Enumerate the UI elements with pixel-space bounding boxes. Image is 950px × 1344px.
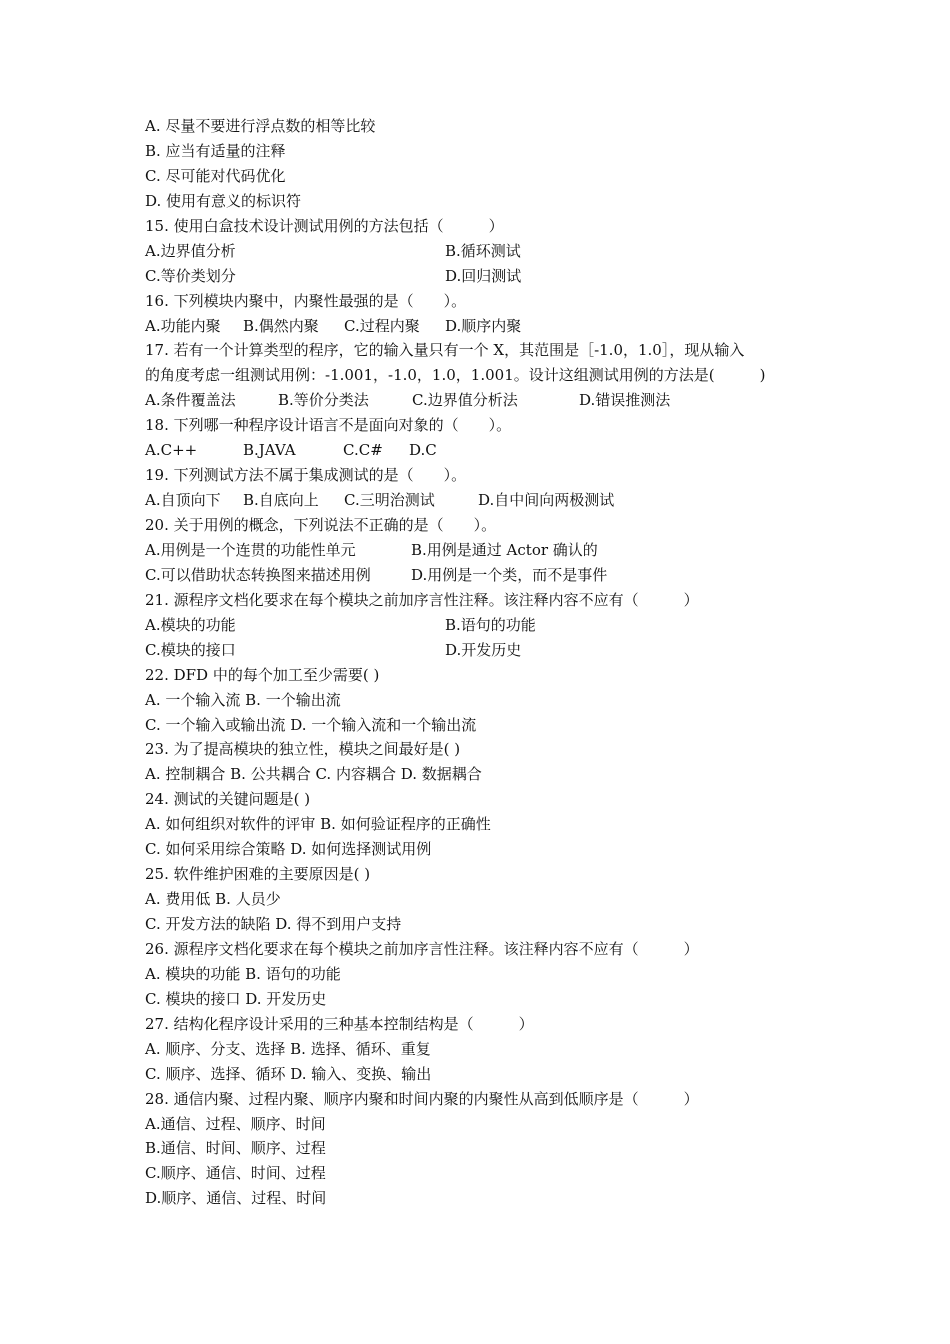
question-list <box>145 114 825 1211</box>
option: D.错误推测法 <box>579 391 671 410</box>
option: C.C# <box>343 441 383 460</box>
option: D.自中间向两极测试 <box>478 491 615 510</box>
question-15: 15. 使用白盒技术设计测试用例的方法包括（ ） <box>145 216 504 235</box>
question-24: 24. 测试的关键问题是( ) <box>145 790 311 809</box>
option-line: A. 模块的功能 B. 语句的功能 <box>145 964 341 983</box>
option: A.边界值分析 <box>145 241 236 260</box>
option-row <box>145 638 825 663</box>
option: B.语句的功能 <box>445 615 536 634</box>
option: D.回归测试 <box>445 266 522 285</box>
question-17: 17. 若有一个计算类型的程序，它的输入量只有一个 X，其范围是［-1.0，1.0］，现从输入 <box>145 341 745 360</box>
question-23: 23. 为了提高模块的独立性，模块之间最好是( ) <box>145 740 461 759</box>
question-16: 16. 下列模块内聚中，内聚性最强的是（ ）。 <box>145 291 467 310</box>
question-22: 22. DFD 中的每个加工至少需要( ) <box>145 665 380 684</box>
option-line: A. 一个输入流 B. 一个输出流 <box>145 690 341 709</box>
option: C.可以借助状态转换图来描述用例 <box>145 565 371 584</box>
option-line: A.通信、过程、顺序、时间 <box>145 1114 326 1133</box>
option-row <box>145 314 825 339</box>
question-20: 20. 关于用例的概念，下列说法不正确的是（ ）。 <box>145 516 497 534</box>
option: D.用例是一个类，而不是事件 <box>411 565 608 584</box>
option-line: C.顺序、通信、时间、过程 <box>145 1164 326 1183</box>
option-line: A. 控制耦合 B. 公共耦合 C. 内容耦合 D. 数据耦合 <box>145 765 482 784</box>
option-row <box>145 264 825 289</box>
option: A.用例是一个连贯的功能性单元 <box>145 540 356 559</box>
option-row <box>145 613 825 638</box>
option: C.过程内聚 <box>344 316 420 335</box>
option: A.条件覆盖法 <box>145 391 236 410</box>
option: C.三明治测试 <box>344 491 435 510</box>
question-27: 27. 结构化程序设计采用的三种基本控制结构是（ ） <box>145 1014 534 1033</box>
option-line: D. 使用有意义的标识符 <box>145 191 302 210</box>
option-row <box>145 563 825 588</box>
option-line: C. 顺序、选择、循环 D. 输入、变换、输出 <box>145 1064 432 1083</box>
option: A.模块的功能 <box>145 615 236 634</box>
question-25: 25. 软件维护困难的主要原因是( ) <box>145 865 371 884</box>
option: B.自底向上 <box>243 491 319 510</box>
option: C.模块的接口 <box>145 640 236 659</box>
option-line: C. 尽可能对代码优化 <box>145 166 286 185</box>
option-row <box>145 388 825 413</box>
question-19: 19. 下列测试方法不属于集成测试的是（ ）。 <box>145 466 467 485</box>
question-21: 21. 源程序文档化要求在每个模块之前加序言性注释。该注释内容不应有（ ） <box>145 590 699 609</box>
option: D.顺序内聚 <box>445 316 522 335</box>
option: A.功能内聚 <box>145 316 221 335</box>
option-row <box>145 538 825 563</box>
option: C.边界值分析法 <box>412 391 518 410</box>
question-28: 28. 通信内聚、过程内聚、顺序内聚和时间内聚的内聚性从高到低顺序是（ ） <box>145 1089 699 1108</box>
option-line: C. 开发方法的缺陷 D. 得不到用户支持 <box>145 915 402 933</box>
option: B.用例是通过 Actor 确认的 <box>411 540 598 559</box>
option: B.循环测试 <box>445 241 521 260</box>
option-line: C. 如何采用综合策略 D. 如何选择测试用例 <box>145 840 432 859</box>
option-row <box>145 438 825 463</box>
option: A.C++ <box>145 441 198 460</box>
option-line: A. 尽量不要进行浮点数的相等比较 <box>145 117 376 135</box>
question-26: 26. 源程序文档化要求在每个模块之前加序言性注释。该注释内容不应有（ ） <box>145 939 699 958</box>
option-line: D.顺序、通信、过程、时间 <box>145 1189 327 1208</box>
option: C.等价类划分 <box>145 266 236 285</box>
option-row <box>145 239 825 264</box>
option: D.开发历史 <box>445 640 522 659</box>
option: A.自顶向下 <box>145 491 221 510</box>
option: B.偶然内聚 <box>243 316 319 335</box>
option-line: A. 费用低 B. 人员少 <box>145 890 281 909</box>
option-line: C. 一个输入或输出流 D. 一个输入流和一个输出流 <box>145 715 477 734</box>
option-line: C. 模块的接口 D. 开发历史 <box>145 989 327 1008</box>
question-18: 18. 下列哪一种程序设计语言不是面向对象的（ ）。 <box>145 416 512 435</box>
option: B.等价分类法 <box>278 391 369 410</box>
option: D.C <box>409 441 437 460</box>
option-line: B.通信、时间、顺序、过程 <box>145 1139 326 1158</box>
option-line: A. 顺序、分支、选择 B. 选择、循环、重复 <box>145 1039 431 1058</box>
option-row <box>145 488 825 513</box>
option-line: B. 应当有适量的注释 <box>145 141 286 160</box>
option: B.JAVA <box>243 441 296 460</box>
question-17-continued: 的角度考虑一组测试用例：-1.001，-1.0，1.0，1.001。设计这组测试用例的方法是( ) <box>145 366 766 385</box>
option-line: A. 如何组织对软件的评审 B. 如何验证程序的正确性 <box>145 815 491 834</box>
